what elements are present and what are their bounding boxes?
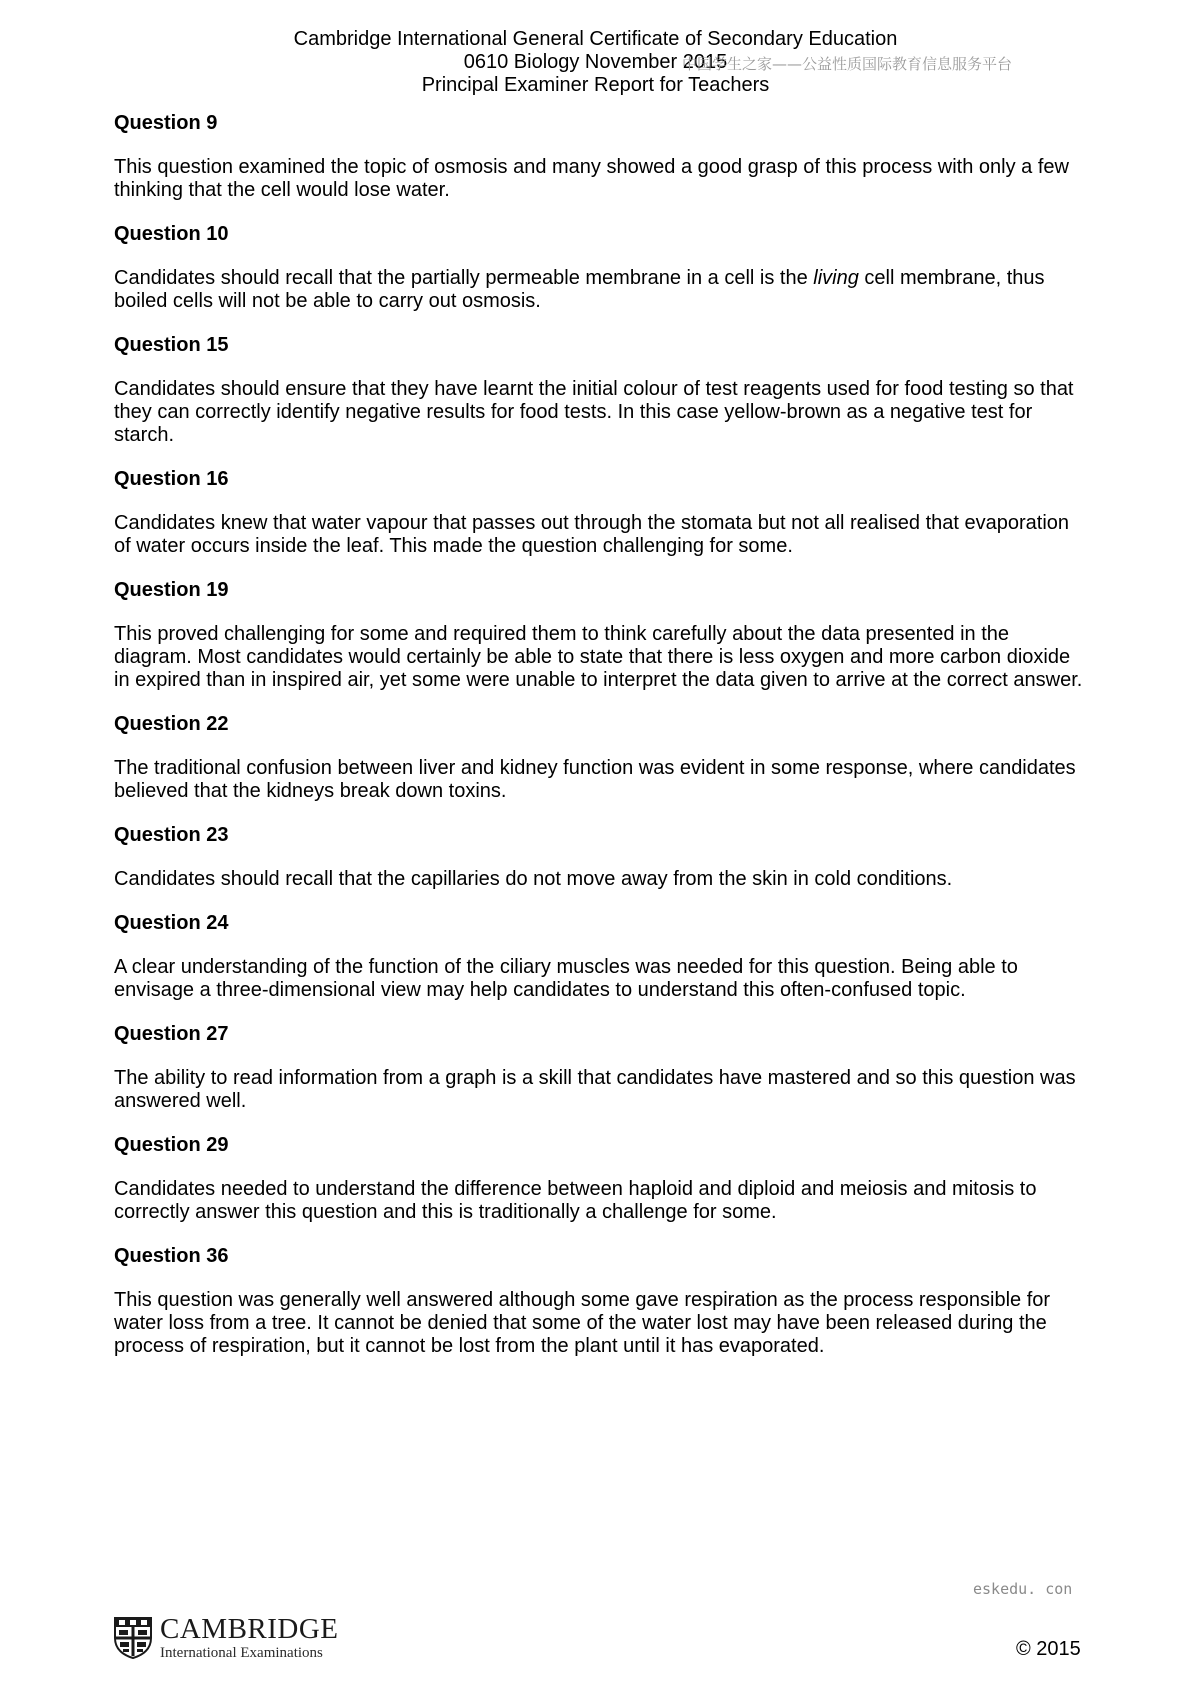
question-comment: Candidates should ensure that they have learnt the initial colour of test reagents used for food testing so that they can correctly identify negative results for food tests. In this case yellow-brown as a negative test for starch. [114, 378, 1074, 446]
question-section [114, 1134, 1089, 1224]
cambridge-shield-icon [113, 1616, 153, 1660]
question-comment [114, 267, 1089, 313]
question-section [114, 223, 1089, 313]
question-heading: Question 23 [114, 824, 229, 846]
question-comment: Candidates should recall that the capillaries do not move away from the skin in cold conditions. [114, 868, 953, 890]
question-comment: The ability to read information from a graph is a skill that candidates have mastered and so this question was answered well. [114, 1067, 1076, 1112]
page-header [0, 28, 1191, 97]
header-syllabus: 0610 Biology November 2015 [463, 51, 728, 73]
question-comment: Candidates needed to understand the difference between haploid and diploid and meiosis and mitosis to correctly answer this question and this is traditionally a challenge for some. [114, 1178, 1037, 1223]
question-comment: The traditional confusion between liver and kidney function was evident in some response, where candidates believed that the kidneys break down toxins. [114, 757, 1076, 802]
question-heading: Question 27 [114, 1023, 229, 1045]
question-comment: This question was generally well answered although some gave respiration as the process responsible for water loss from a tree. It cannot be denied that some of the water lost may have been released during the process of respiration, but it cannot be lost from the plant until it has evaporated. [114, 1289, 1051, 1357]
question-heading: Question 24 [114, 912, 229, 934]
logo-subtitle: International Examinations [160, 1645, 323, 1661]
report-body [114, 112, 1089, 1379]
question-heading: Question 15 [114, 334, 229, 356]
question-section [114, 468, 1089, 558]
logo-wordmark: CAMBRIDGE [160, 1613, 339, 1645]
question-comment: This proved challenging for some and required them to think carefully about the data presented in the diagram. Most candidates would certainly be able to state that there is less oxygen and more carbon dioxide in expired than in inspired air, yet some were unable to interpret the data given to arrive at the correct answer. [114, 623, 1083, 691]
comment-text-start: Candidates should recall that the partially permeable membrane in a cell is the [114, 267, 814, 289]
question-heading: Question 29 [114, 1134, 229, 1156]
question-section [114, 1023, 1089, 1113]
question-heading: Question 16 [114, 468, 229, 490]
comment-text-end: cell membrane, thus boiled cells will not be able to carry out osmosis. [114, 267, 1045, 312]
question-section [114, 912, 1089, 1002]
question-heading: Question 22 [114, 713, 229, 735]
question-section [114, 334, 1089, 447]
footer-watermark: eskedu. con [973, 1580, 1073, 1598]
question-section [114, 1245, 1089, 1358]
header-report-title: Principal Examiner Report for Teachers [421, 74, 770, 96]
header-watermark: 中国学生之家——公益性质国际教育信息服务平台 [682, 55, 1013, 73]
question-heading: Question 10 [114, 223, 229, 245]
question-section [114, 579, 1089, 692]
question-comment: A clear understanding of the function of the ciliary muscles was needed for this question. Being able to envisage a three-dimensional view may help candidates to understand this often-confused topic. [114, 956, 1018, 1001]
question-section [114, 713, 1089, 803]
question-heading: Question 36 [114, 1245, 229, 1267]
question-heading: Question 19 [114, 579, 229, 601]
question-section [114, 824, 1089, 891]
comment-emphasis: living [813, 267, 859, 289]
cambridge-logo [113, 1615, 339, 1661]
question-comment: Candidates knew that water vapour that passes out through the stomata but not all realised that evaporation of water occurs inside the leaf. This made the question challenging for some. [114, 512, 1070, 557]
question-comment: This question examined the topic of osmosis and many showed a good grasp of this process with only a few thinking that the cell would lose water. [114, 156, 1069, 201]
question-heading: Question 9 [114, 112, 218, 134]
header-qualification: Cambridge International General Certificate of Secondary Education [293, 28, 898, 50]
copyright-notice: © 2015 [1016, 1638, 1081, 1660]
question-section [114, 112, 1089, 202]
